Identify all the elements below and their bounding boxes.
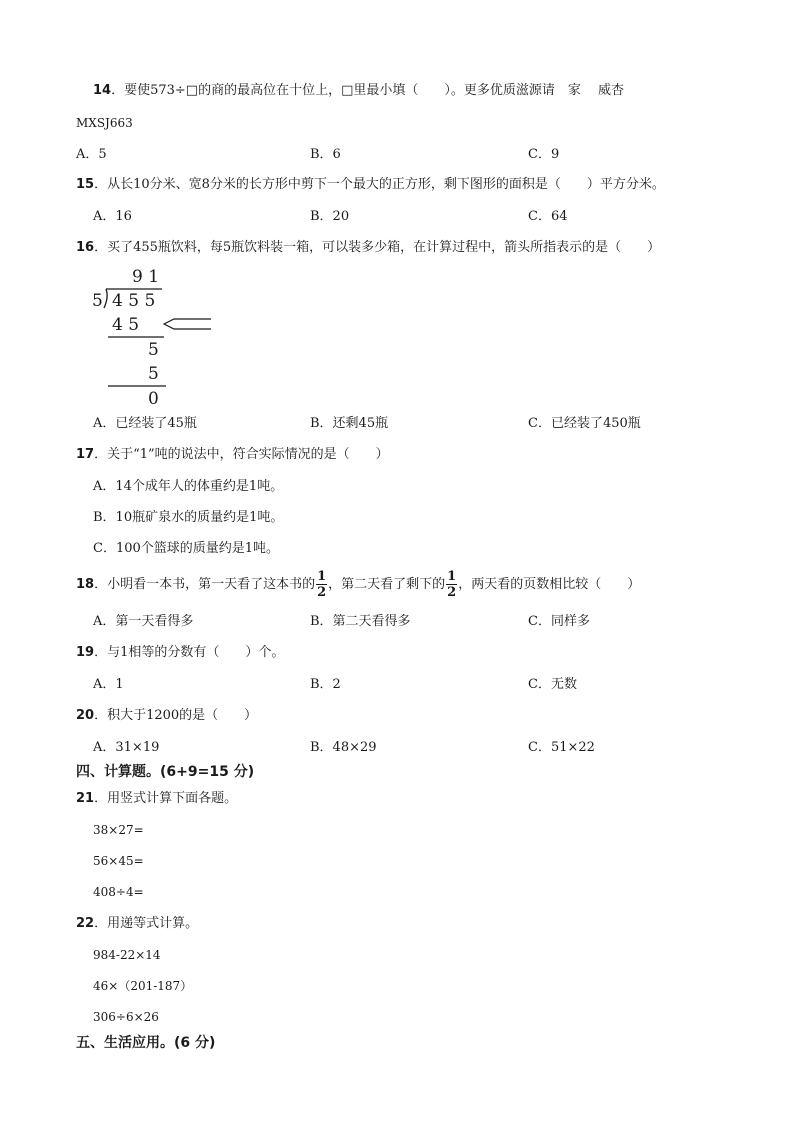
option-b: B．第二天看得多: [310, 614, 411, 629]
option-c: C．100个篮球的质量约是1吨。: [93, 541, 280, 556]
question-number: 17: [76, 447, 95, 462]
question-15: [76, 178, 665, 191]
division-quotient: 9 1: [132, 267, 160, 287]
question-19: [76, 646, 284, 659]
question-number: 15: [76, 177, 95, 192]
division-dividend: 4 5 5: [112, 291, 156, 311]
question-17: [76, 448, 389, 461]
option-c: C．无数: [528, 677, 577, 692]
option-a: A．5: [76, 147, 107, 162]
question-text: ．用递等式计算。: [94, 916, 199, 931]
option-b: B．48×29: [310, 740, 377, 755]
calc-item: 38×27=: [93, 823, 144, 837]
question-text: ．要使573÷□的商的最高位在十位上，□里最小填（ ）: [111, 83, 451, 98]
watermark-text: 。更多优质滋源请 家 威杏: [450, 83, 625, 98]
question-text: ．从长10分米、宽8分米的长方形中剪下一个最大的正方形，剩下图形的面积是（ ）平方分米。: [94, 177, 665, 192]
question-number: 14: [93, 83, 112, 98]
option-a: A．已经装了45瓶: [93, 416, 197, 431]
option-a: A．16: [93, 209, 132, 224]
arrow-icon: [164, 317, 211, 331]
option-c: C．64: [528, 209, 568, 224]
question-number: 20: [76, 708, 95, 723]
fraction-denominator: 2: [317, 585, 327, 600]
option-a: A．14个成年人的体重约是1吨。: [93, 479, 284, 494]
option-c: C．51×22: [528, 740, 595, 755]
question-text: ．积大于1200的是（ ）: [94, 708, 258, 723]
fraction-numerator: 1: [447, 569, 457, 584]
fraction-denominator: 2: [447, 585, 457, 600]
question-14: [93, 84, 624, 97]
option-b: B．20: [310, 209, 350, 224]
division-remainder: 0: [148, 389, 159, 408]
section-heading-5: 五、生活应用。(6 分): [76, 1035, 216, 1051]
question-text: ．关于“1”吨的说法中，符合实际情况的是（ ）: [94, 447, 389, 462]
question-text: ．与1相等的分数有（ ）个。: [94, 645, 285, 660]
calc-item: 46×（201-187）: [93, 979, 193, 993]
question-number: 21: [76, 791, 95, 806]
fraction-numerator: 1: [317, 569, 327, 584]
question-text: ．买了455瓶饮料，每5瓶饮料装一箱，可以装多少箱，在计算过程中，箭头所指表示的是（ ）: [94, 240, 661, 255]
option-a: A．第一天看得多: [93, 614, 194, 629]
fraction-one-half: [446, 570, 457, 599]
question-text-part-2: ，第二天看了剩下的: [328, 577, 446, 592]
division-divisor: 5: [92, 291, 103, 311]
question-number: 22: [76, 916, 95, 931]
option-b: B．10瓶矿泉水的质量约是1吨。: [93, 510, 284, 525]
option-c: C．已经装了450瓶: [528, 416, 641, 431]
long-division-figure: [88, 262, 218, 408]
question-18: [76, 570, 640, 600]
calc-item: 56×45=: [93, 854, 144, 868]
question-text-part-1: ．小明看一本书，第一天看了这本书的: [94, 577, 316, 592]
question-number: 19: [76, 645, 95, 660]
option-b: B．还剩45瓶: [310, 416, 389, 431]
calc-item: 984-22×14: [93, 948, 161, 962]
question-22: [76, 917, 198, 930]
question-20: [76, 709, 257, 722]
division-step-2: 5: [148, 340, 159, 360]
question-text: ．用竖式计算下面各题。: [94, 791, 238, 806]
section-heading-4: 四、计算题。(6+9=15 分): [76, 764, 255, 780]
division-step-1: 4 5: [112, 315, 140, 335]
question-21: [76, 792, 237, 805]
option-b: B．6: [310, 147, 341, 162]
division-step-3: 5: [148, 364, 159, 384]
option-c: C．同样多: [528, 614, 590, 629]
calc-item: 306÷6×26: [93, 1010, 159, 1024]
question-16: [76, 241, 660, 254]
question-text-part-3: ，两天看的页数相比较（ ）: [458, 577, 641, 592]
option-a: A．1: [93, 677, 124, 692]
question-number: 16: [76, 240, 95, 255]
option-c: C．9: [528, 147, 560, 162]
option-b: B．2: [310, 677, 341, 692]
option-a: A．31×19: [93, 740, 160, 755]
watermark-code: MXSJ663: [76, 116, 133, 130]
question-number: 18: [76, 577, 95, 592]
calc-item: 408÷4=: [93, 885, 144, 899]
fraction-one-half: [316, 570, 327, 599]
division-bracket: [104, 289, 107, 308]
